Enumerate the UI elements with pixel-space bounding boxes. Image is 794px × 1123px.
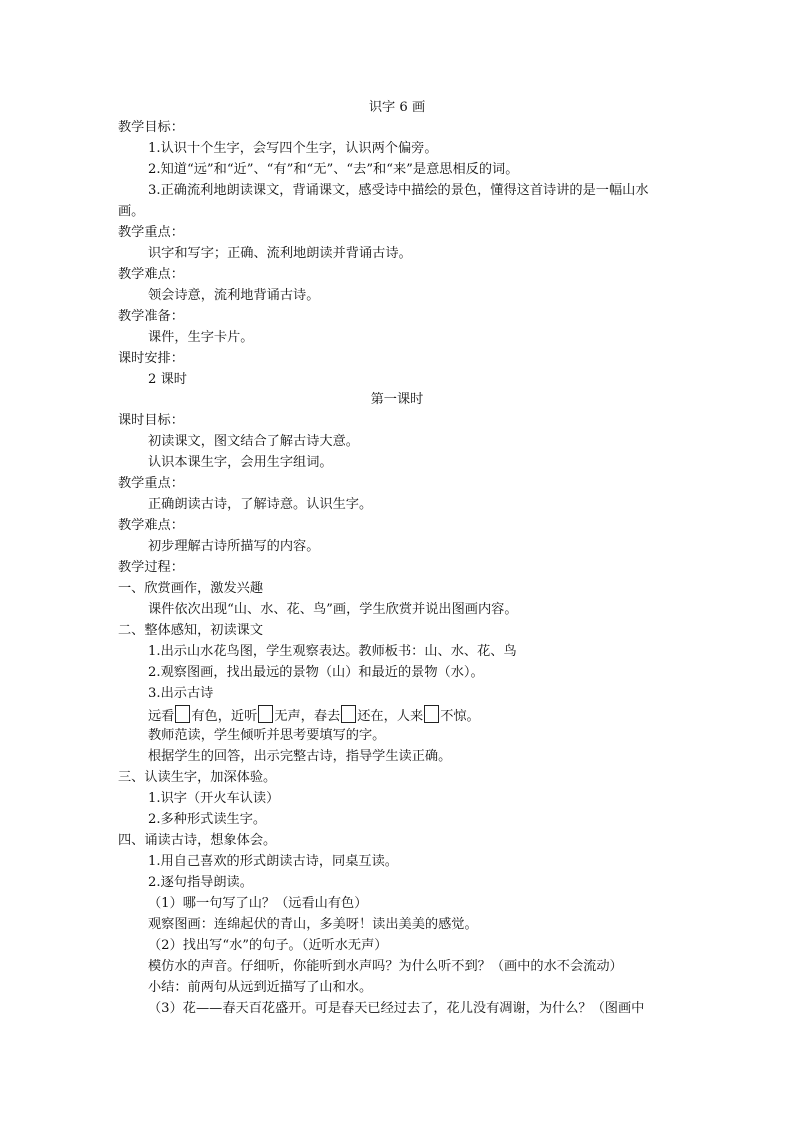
goal-item: 2.知道“远”和“近”、“有”和“无”、“去”和“来”是意思相反的词。 (148, 162, 519, 177)
section-4-item: （2）找出写“水”的句子。（近听水无声） (148, 938, 388, 953)
section-2-item: 3.出示古诗 (148, 686, 214, 701)
section-1-title: 一、欣赏画作，激发兴趣 (118, 581, 264, 596)
blank-box (341, 705, 356, 723)
section-2-after: 根据学生的回答，出示完整古诗，指导学生读正确。 (148, 749, 452, 764)
section-3-item: 1.识字（开火车认读） (148, 791, 280, 806)
section-2-item: 2.观察图画，找出最远的景物（山）和最近的景物（水）。 (148, 665, 484, 680)
blank-box (258, 705, 273, 723)
lesson1-diff-heading: 教学难点： (118, 518, 184, 533)
poem-segment: 还在，人来 (357, 709, 424, 724)
schedule-heading: 课时安排： (118, 351, 184, 366)
poem-segment: 无声，春去 (274, 709, 341, 724)
poem-segment: 不惊。 (440, 709, 480, 724)
section-4-item: 小结：前两句从远到近描写了山和水。 (148, 980, 373, 995)
lesson1-key-heading: 教学重点： (118, 476, 184, 491)
section-2-after: 教师范读，学生倾听并思考要填写的字。 (148, 728, 386, 743)
lesson1-title: 第一课时 (370, 392, 424, 407)
section-4-item: （1）哪一句写了山？（远看山有色） (148, 896, 368, 911)
page-title: 识字 6 画 (368, 100, 426, 115)
section-1-text: 课件依次出现“山、水、花、鸟”画，学生欣赏并说出图画内容。 (148, 602, 518, 617)
section-4-item: 1.用自己喜欢的形式朗读古诗，同桌互读。 (148, 854, 398, 869)
preparation-heading: 教学准备： (118, 309, 184, 324)
lesson1-goal-item: 初读课文，图文结合了解古诗大意。 (148, 434, 359, 449)
difficulties-heading: 教学难点： (118, 267, 184, 282)
lesson1-key-text: 正确朗读古诗，了解诗意。认识生字。 (148, 497, 373, 512)
goal-item: 1.认识十个生字，会写四个生字，认识两个偏旁。 (148, 141, 438, 156)
lesson1-goals-heading: 课时目标： (118, 413, 184, 428)
section-4-item: 模仿水的声音。仔细听，你能听到水声吗？为什么听不到？（画中的水不会流动） (148, 959, 623, 974)
poem-segment: 远看 (148, 709, 175, 724)
poem-fill-in-line (148, 705, 480, 727)
key-points-heading: 教学重点： (118, 225, 184, 240)
goal-item: 3.正确流利地朗读课文，背诵课文，感受诗中描绘的景色，懂得这首诗讲的是一幅山水 (148, 183, 649, 198)
section-4-item: （3）花——春天百花盛开。可是春天已经过去了，花儿没有凋谢，为什么？（图画中 (148, 1001, 645, 1016)
section-4-item: 观察图画：连绵起伏的青山，多美呀！读出美美的感觉。 (148, 917, 478, 932)
section-3-title: 三、认读生字，加深体验。 (118, 770, 277, 785)
lesson1-goal-item: 认识本课生字，会用生字组词。 (148, 455, 333, 470)
section-4-title: 四、诵读古诗，想象体会。 (118, 833, 277, 848)
goals-heading: 教学目标： (118, 120, 184, 135)
section-4-item: 2.逐句指导朗读。 (148, 875, 253, 890)
schedule-text: 2 课时 (148, 372, 187, 387)
blank-box (175, 705, 190, 723)
preparation-text: 课件，生字卡片。 (148, 330, 254, 345)
key-points-text: 识字和写字；正确、流利地朗读并背诵古诗。 (148, 246, 412, 261)
goal-item-continuation: 画。 (118, 204, 145, 219)
difficulties-text: 领会诗意，流利地背诵古诗。 (148, 288, 320, 303)
process-heading: 教学过程： (118, 560, 184, 575)
section-2-item: 1.出示山水花鸟图，学生观察表达。教师板书：山、水、花、鸟 (148, 644, 517, 659)
section-3-item: 2.多种形式读生字。 (148, 812, 267, 827)
poem-segment: 有色，近听 (191, 709, 258, 724)
section-2-title: 二、整体感知，初读课文 (118, 623, 264, 638)
lesson1-diff-text: 初步理解古诗所描写的内容。 (148, 539, 320, 554)
blank-box (424, 705, 439, 723)
